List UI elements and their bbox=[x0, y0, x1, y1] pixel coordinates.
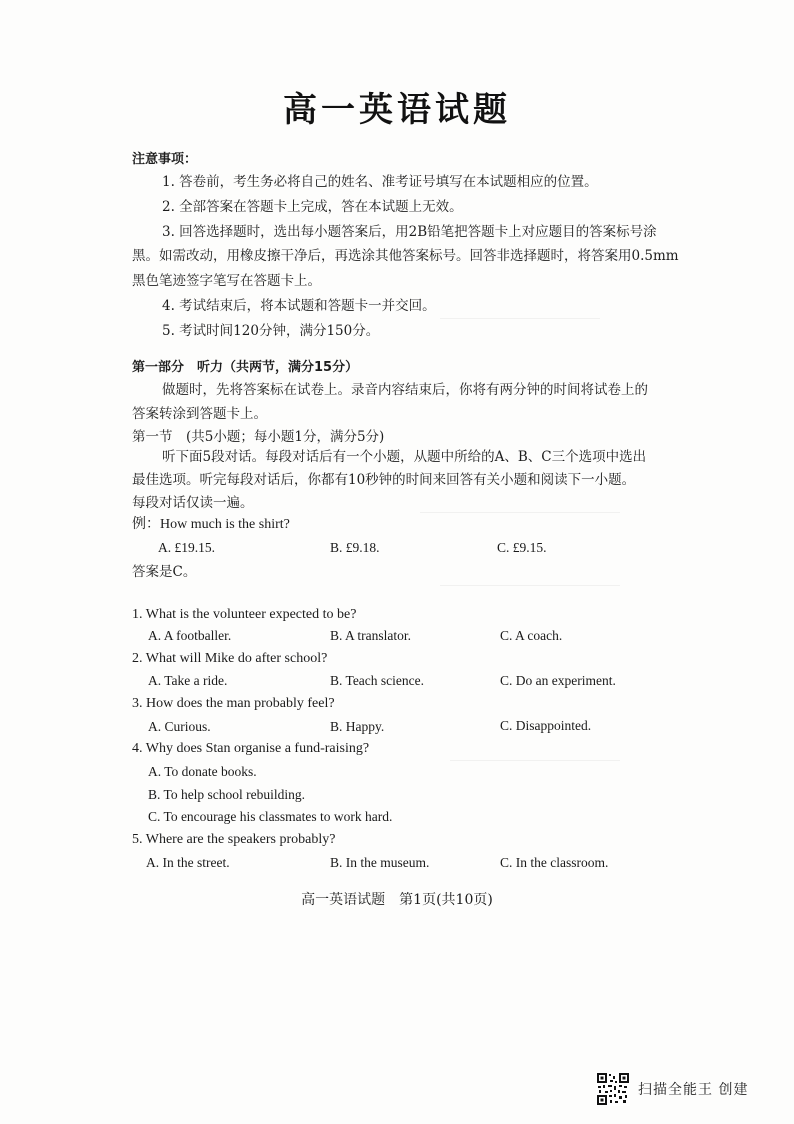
question: 1. What is the volunteer expected to be? bbox=[132, 607, 357, 622]
notice-item: 2. 全部答案在答题卡上完成，答在本试题上无效。 bbox=[162, 199, 463, 215]
answer-option: B. A translator. bbox=[330, 628, 411, 643]
scan-artifact bbox=[440, 585, 620, 586]
notice-heading: 注意事项： bbox=[132, 152, 198, 167]
answer-option: A. Take a ride. bbox=[148, 673, 228, 688]
answer-option: A. A footballer. bbox=[148, 628, 232, 643]
answer-option: B. In the museum. bbox=[330, 855, 430, 870]
watermark-text: 扫描全能王 创建 bbox=[638, 1082, 749, 1098]
scanner-watermark bbox=[596, 1072, 748, 1106]
section1-intro: 最佳选项。听完每段对话后，你都有10秒钟的时间来回答有关小题和阅读下一小题。 bbox=[132, 472, 636, 488]
example-answer: 答案是C。 bbox=[132, 564, 197, 580]
qr-code-icon bbox=[596, 1072, 630, 1106]
section1-intro: 听下面5段对话。每段对话后有一个小题，从题中所给的A、B、C三个选项中选出 bbox=[162, 449, 647, 465]
question: 4. Why does Stan organise a fund-raising? bbox=[132, 741, 370, 756]
part1-intro: 答案转涂到答题卡上。 bbox=[132, 406, 267, 422]
notice-item: 5. 考试时间120分钟，满分150分。 bbox=[162, 323, 380, 339]
answer-option: B. To help school rebuilding. bbox=[148, 787, 306, 802]
answer-option: A. Curious. bbox=[148, 719, 211, 734]
question: 3. How does the man probably feel? bbox=[132, 696, 335, 711]
part1-intro: 做题时，先将答案标在试卷上。录音内容结束后，你将有两分钟的时间将试卷上的 bbox=[162, 382, 648, 398]
answer-option: A. To donate books. bbox=[148, 764, 257, 779]
answer-option: B. Teach science. bbox=[330, 673, 425, 688]
question: 5. Where are the speakers probably? bbox=[132, 832, 336, 847]
scan-artifact bbox=[440, 318, 600, 319]
answer-option: A. In the street. bbox=[146, 855, 230, 870]
answer-option: B. Happy. bbox=[330, 719, 385, 734]
notice-item: 3. 回答选择题时，选出每小题答案后，用2B铅笔把答题卡上对应题目的答案标号涂 bbox=[162, 224, 657, 240]
question: 2. What will Mike do after school? bbox=[132, 651, 328, 666]
section1-heading: 第一节 (共5小题；每小题1分，满分5分) bbox=[132, 429, 385, 445]
notice-item: 黑。如需改动，用橡皮擦干净后，再选涂其他答案标号。回答非选择题时，将答案用0.5mm bbox=[132, 248, 679, 264]
section1-intro: 每段对话仅读一遍。 bbox=[132, 495, 254, 511]
notice-item: 黑色笔迹签字笔写在答题卡上。 bbox=[132, 273, 321, 289]
answer-option: C. In the classroom. bbox=[500, 855, 609, 870]
scan-artifact bbox=[450, 760, 620, 761]
example-option: A. £19.15. bbox=[158, 540, 215, 555]
part1-heading: 第一部分 听力（共两节，满分15分） bbox=[132, 360, 359, 375]
page-title: 高一英语试题 bbox=[283, 90, 511, 130]
page-footer: 高一英语试题 第1页(共10页) bbox=[301, 892, 493, 908]
notice-item: 4. 考试结束后，将本试题和答题卡一并交回。 bbox=[162, 298, 436, 314]
scan-artifact bbox=[420, 512, 620, 513]
answer-option: C. Do an experiment. bbox=[500, 673, 616, 688]
notice-item: 1. 答卷前，考生务必将自己的姓名、准考证号填写在本试题相应的位置。 bbox=[162, 174, 598, 190]
example-option: B. £9.18. bbox=[330, 540, 380, 555]
example-question: 例：How much is the shirt? bbox=[132, 517, 290, 532]
answer-option: C. Disappointed. bbox=[500, 718, 592, 733]
answer-option: C. A coach. bbox=[500, 628, 563, 643]
example-option: C. £9.15. bbox=[497, 540, 547, 555]
answer-option: C. To encourage his classmates to work hard. bbox=[148, 809, 393, 824]
